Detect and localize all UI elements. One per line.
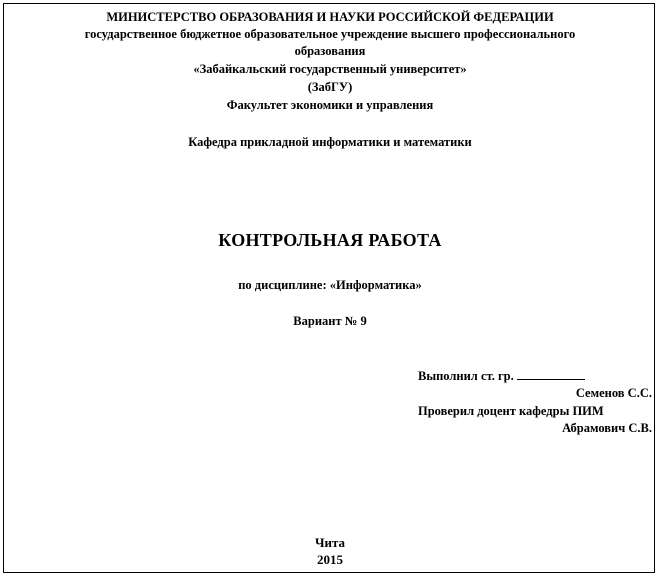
year: 2015 [317, 552, 343, 567]
department-name: Кафедра прикладной информатики и математики [188, 135, 472, 149]
performed-by-line [418, 368, 585, 385]
ministry-heading: МИНИСТЕРСТВО ОБРАЗОВАНИЯ И НАУКИ РОССИЙСКОЙ ФЕДЕРАЦИИ [106, 10, 554, 24]
document-title: КОНТРОЛЬНАЯ РАБОТА [218, 230, 442, 250]
institution-line-2: образования [294, 44, 366, 58]
university-abbreviation: (ЗабГУ) [307, 80, 353, 94]
student-name: Семенов С.С. [575, 386, 652, 400]
teacher-name: Абрамович С.В. [562, 421, 652, 435]
group-number-blank [517, 368, 585, 380]
discipline-line: по дисциплине: «Информатика» [238, 278, 422, 292]
variant-line: Вариант № 9 [293, 314, 367, 328]
faculty-name: Факультет экономики и управления [226, 98, 434, 112]
performed-by-label: Выполнил ст. гр. [418, 369, 514, 383]
checked-by-label: Проверил доцент кафедры ПИМ [418, 404, 604, 418]
institution-line-1: государственное бюджетное образовательное учреждение высшего профессионального [84, 27, 576, 41]
city-name: Чита [314, 535, 346, 550]
university-name: «Забайкальский государственный университет» [193, 62, 467, 76]
